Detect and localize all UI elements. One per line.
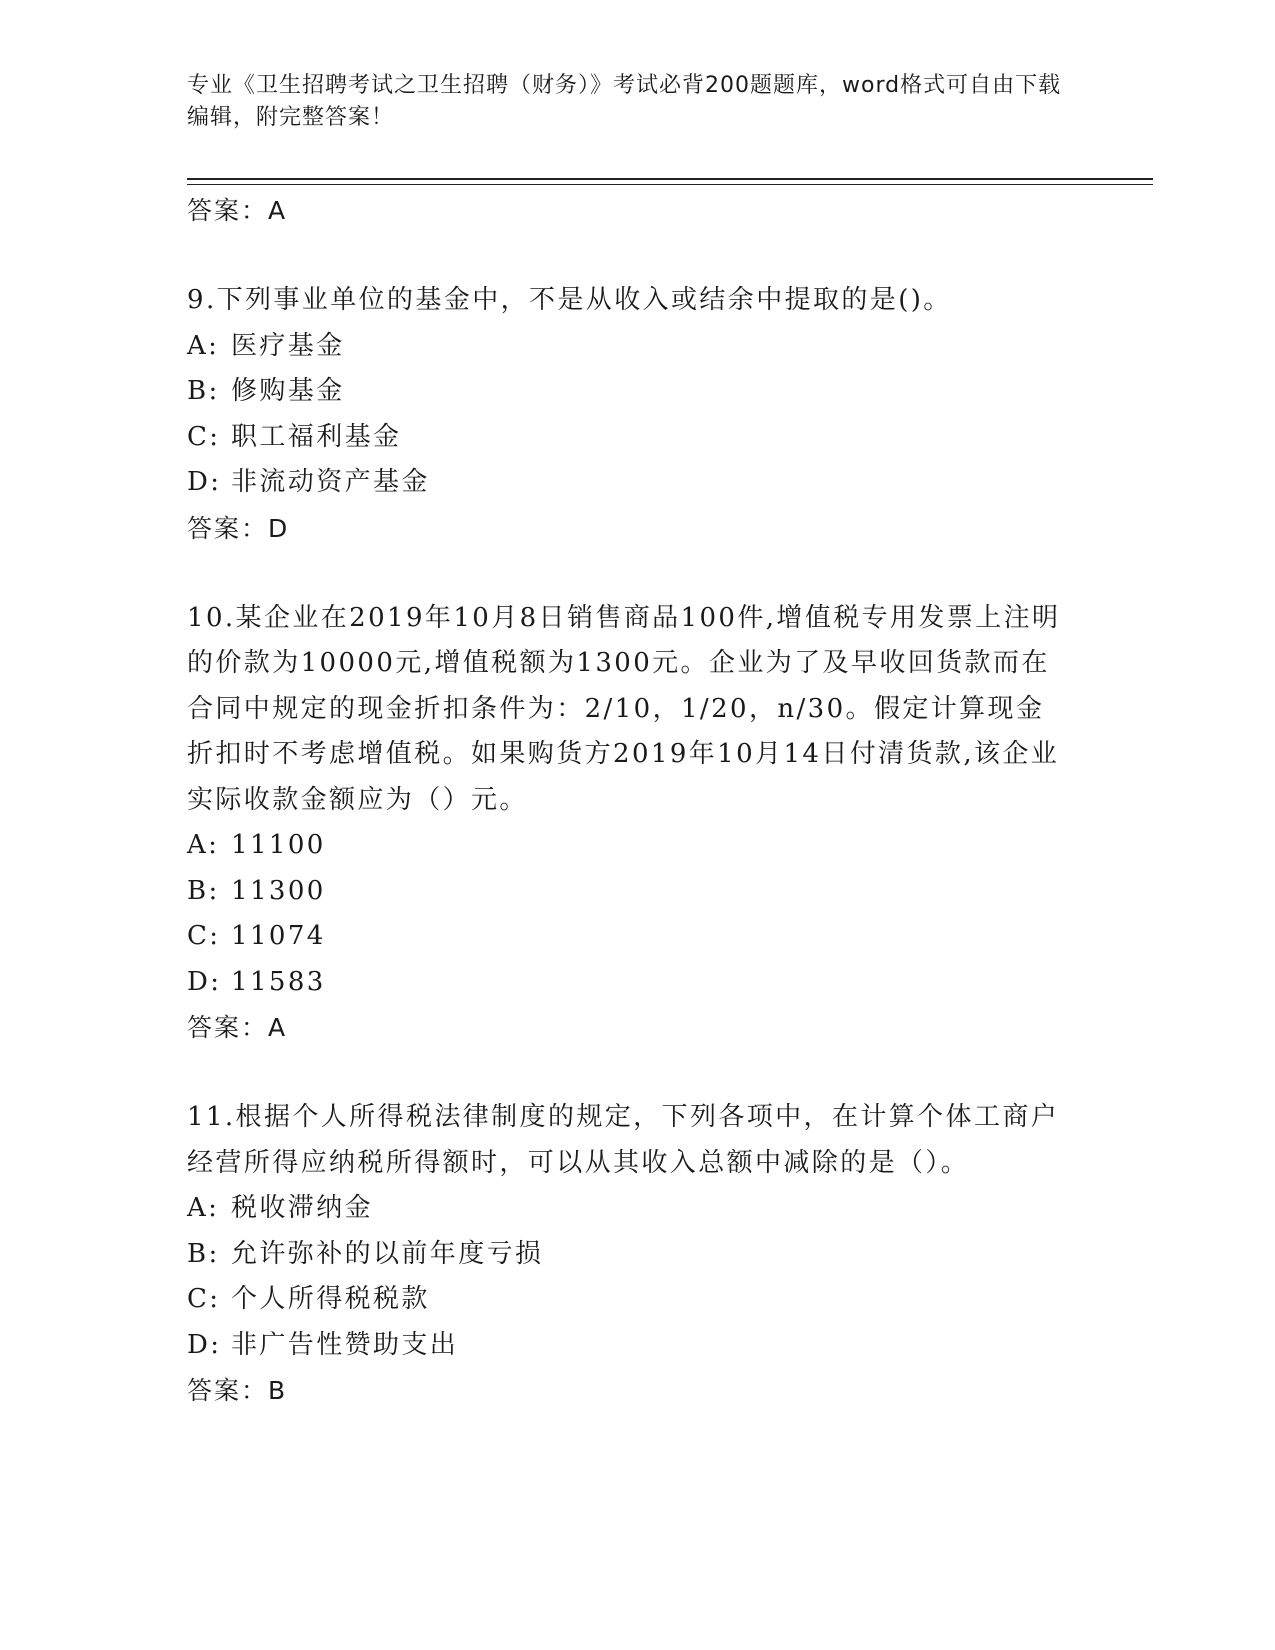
- option-text: 职工福利基金: [231, 421, 402, 452]
- option-key: D:: [187, 467, 222, 497]
- question-stem: 9.下列事业单位的基金中，不是从收入或结余中提取的是()。: [187, 285, 952, 315]
- answer-value: A: [268, 196, 288, 225]
- option-text: 11074: [231, 921, 326, 951]
- option-key: A:: [187, 830, 220, 860]
- option-text: 非流动资产基金: [231, 467, 430, 497]
- option-c: [187, 415, 1087, 461]
- option-b: [187, 1232, 1087, 1278]
- answer-line: [187, 506, 1087, 552]
- header-divider-thin: [187, 184, 1153, 185]
- option-text: 11300: [231, 875, 326, 906]
- option-b: [187, 869, 1087, 915]
- option-key: C:: [187, 1284, 221, 1314]
- option-a: [187, 1186, 1087, 1232]
- option-a: [187, 324, 1087, 370]
- question-11: [187, 1095, 1087, 1414]
- option-c: [187, 1277, 1087, 1323]
- option-text: 医疗基金: [231, 330, 345, 361]
- answer-label: 答案：: [187, 196, 269, 225]
- answer-value: A: [268, 1013, 288, 1042]
- option-d: [187, 460, 1087, 506]
- option-key: C:: [187, 421, 221, 452]
- option-key: A:: [187, 330, 220, 361]
- option-c: [187, 914, 1087, 960]
- option-d: [187, 1323, 1087, 1369]
- option-key: D:: [187, 966, 222, 997]
- option-text: 非广告性赞助支出: [231, 1329, 459, 1360]
- option-text: 11583: [231, 966, 326, 997]
- answer-label: 答案：: [187, 1013, 269, 1042]
- option-text: 允许弥补的以前年度亏损: [231, 1238, 544, 1269]
- header-divider: [187, 178, 1153, 180]
- answer-label: 答案：: [187, 513, 269, 543]
- question-stem: 10.某企业在2019年10月8日销售商品100件,增值税专用发票上注明的价款为10000元,增值税额为1300元。企业为了及早收回货款而在合同中规定的现金折扣条件为：2/10，1/20，n/30。假定计算现金折扣时不考虑增值税。如果购货方2019年10月14日付清货款,该企业实际收款金额应为（）元。: [187, 602, 1061, 815]
- option-key: C:: [187, 921, 221, 951]
- answer-value: B: [268, 1376, 288, 1405]
- option-d: [187, 960, 1087, 1006]
- answer-label: 答案：: [187, 1376, 269, 1405]
- option-key: A:: [187, 1193, 220, 1223]
- option-key: D:: [187, 1329, 222, 1360]
- option-b: [187, 369, 1087, 415]
- option-text: 11100: [231, 830, 326, 860]
- question-9: [187, 278, 1087, 552]
- option-text: 税收滞纳金: [231, 1193, 374, 1223]
- answer-line: [187, 1368, 1087, 1414]
- question-list: [187, 188, 1087, 1414]
- answer-value: D: [268, 513, 290, 543]
- option-key: B:: [187, 1238, 220, 1269]
- document-header: 专业《卫生招聘考试之卫生招聘（财务）》考试必背200题题库，word格式可自由下载编辑，附完整答案！: [187, 73, 1062, 130]
- answer-line: [187, 188, 1087, 234]
- option-text: 个人所得税税款: [231, 1284, 430, 1314]
- question-stem: 11.根据个人所得税法律制度的规定，下列各项中，在计算个体工商户经营所得应纳税所得额时，可以从其收入总额中减除的是（）。: [187, 1102, 1060, 1178]
- option-text: 修购基金: [231, 376, 345, 406]
- option-key: B:: [187, 875, 220, 906]
- option-key: B:: [187, 376, 220, 406]
- option-a: [187, 823, 1087, 869]
- answer-line: [187, 1005, 1087, 1051]
- question-10: [187, 596, 1087, 1052]
